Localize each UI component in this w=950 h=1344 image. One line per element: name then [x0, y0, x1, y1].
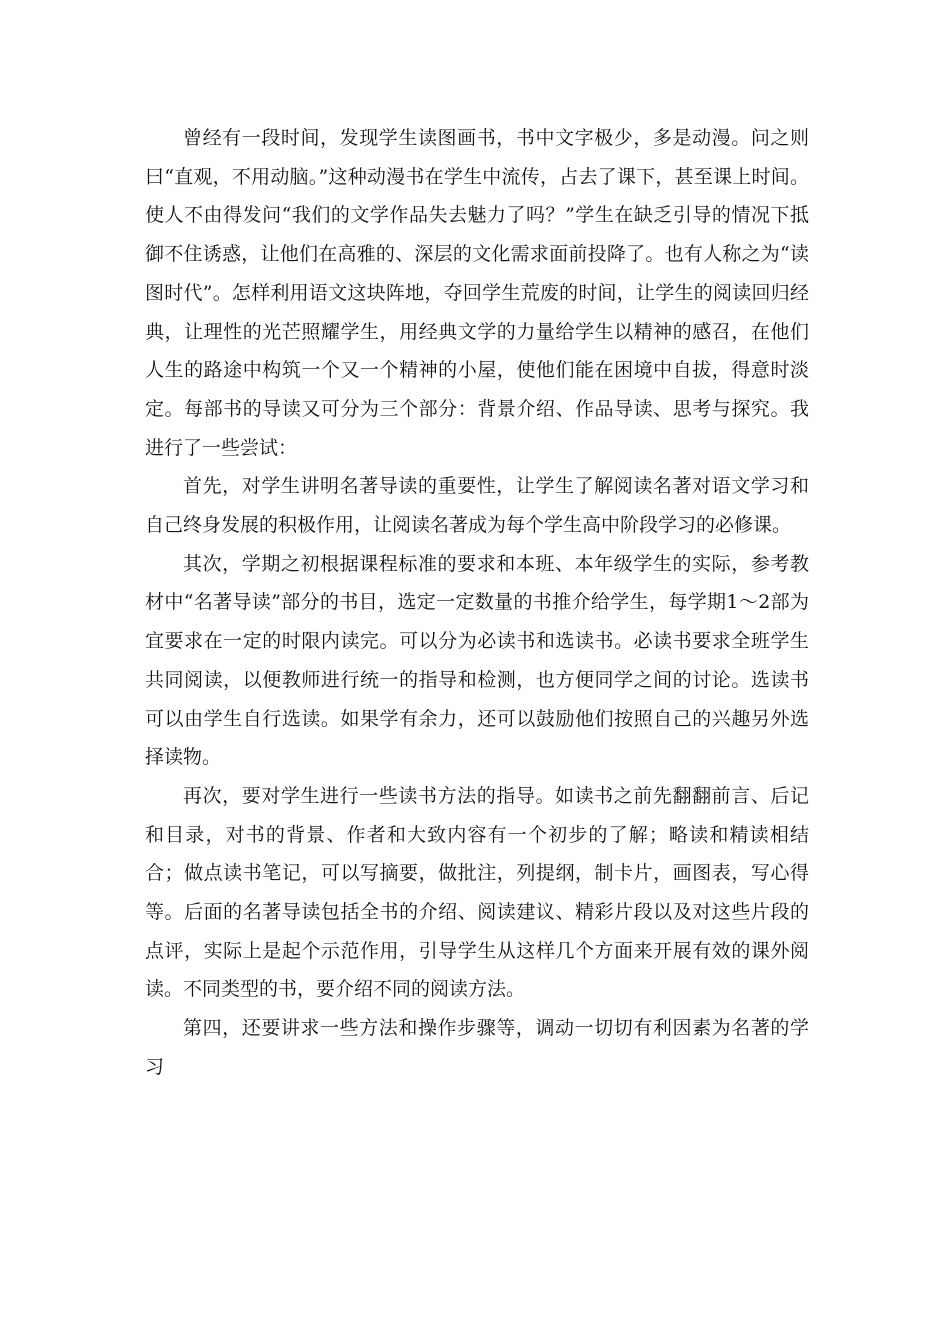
- paragraph-fourth: 第四，还要讲求一些方法和操作步骤等，调动一切切有利因素为名著的学习: [145, 1017, 809, 1078]
- paragraph-second: 其次，学期之初根据课程标准的要求和本班、本年级学生的实际，参考教材中“名著导读”部分的书目，选定一定数量的书推介给学生，每学期1～2部为宜要求在一定的时限内读完。可以分为必读书和选读书。必读书要求全班学生共同阅读，以便教师进行统一的指导和检测，也方便同学之间的讨论。选读书可以由学生自行选读。如果学有余力，还可以鼓励他们按照自己的兴趣另外选择读物。: [145, 552, 809, 769]
- paragraph-first: 首先，对学生讲明名著导读的重要性，让学生了解阅读名著对语文学习和自己终身发展的积极作用，让阅读名著成为每个学生高中阶段学习的必修课。: [145, 475, 809, 537]
- paragraph-intro: 曾经有一段时间，发现学生读图画书，书中文字极少，多是动漫。问之则曰“直观，不用动脑。”这种动漫书在学生中流传，占去了课下，甚至课上时间。使人不由得发问“我们的文学作品失去魅力了吗？”学生在缺乏引导的情况下抵御不住诱惑，让他们在高雅的、深层的文化需求面前投降了。也有人称之为“读图时代”。怎样利用语文这块阵地，夺回学生荒废的时间，让学生的阅读回归经典，让理性的光芒照耀学生，用经典文学的力量给学生以精神的感召，在他们人生的路途中构筑一个又一个精神的小屋，使他们能在困境中自拔，得意时淡定。每部书的导读又可分为三个部分：背景介绍、作品导读、思考与探究。我进行了一些尝试：: [145, 127, 809, 459]
- paragraph-third: 再次，要对学生进行一些读书方法的指导。如读书之前先翻翻前言、后记和目录，对书的背景、作者和大致内容有一个初步的了解；略读和精读相结合；做点读书笔记，可以写摘要，做批注，列提纲，制卡片，画图表，写心得等。后面的名著导读包括全书的介绍、阅读建议、精彩片段以及对这些片段的点评，实际上是起个示范作用，引导学生从这样几个方面来开展有效的课外阅读。不同类型的书，要介绍不同的阅读方法。: [145, 784, 809, 1001]
- body-text: [145, 119, 809, 1087]
